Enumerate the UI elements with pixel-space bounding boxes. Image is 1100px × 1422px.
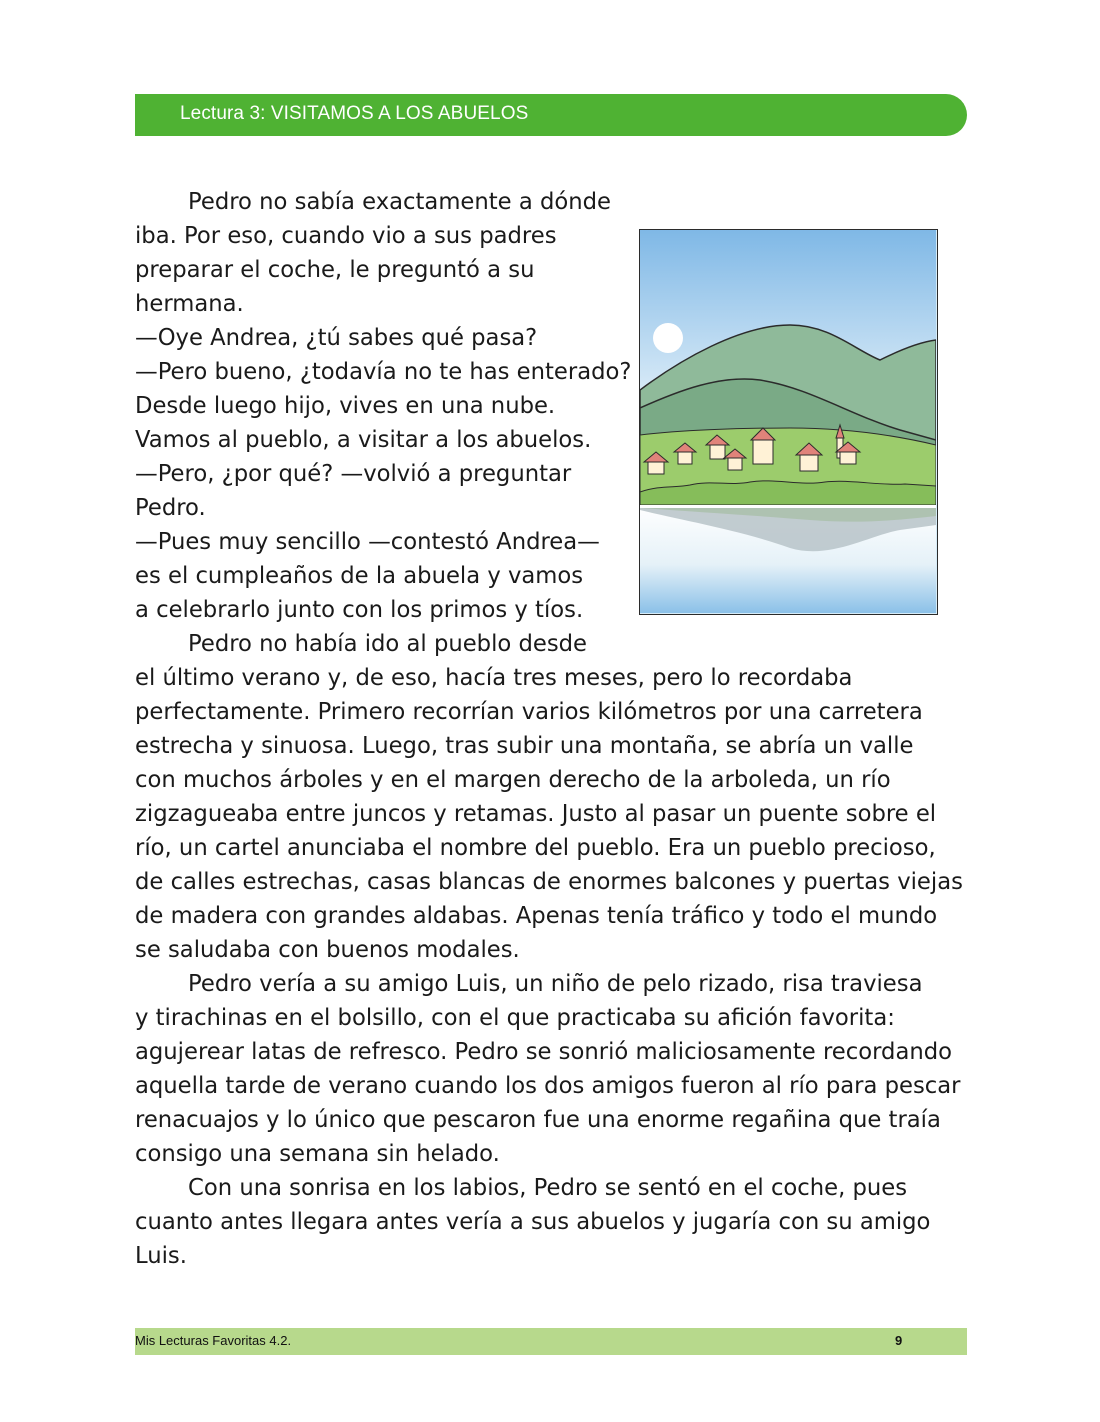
text-line: y tirachinas en el bolsillo, con el que practicaba su afición favorita: (135, 1005, 895, 1031)
text-line: renacuajos y lo único que pescaron fue una enorme regañina que traía (135, 1107, 941, 1133)
text-line: perfectamente. Primero recorrían varios kilómetros por una carretera (135, 699, 923, 725)
village-illustration (639, 229, 938, 615)
text-line: se saludaba con buenos modales. (135, 937, 520, 963)
text-line: —Pues muy sencillo —contestó Andrea— (135, 529, 600, 555)
text-line: estrecha y sinuosa. Luego, tras subir una montaña, se abría un valle (135, 733, 914, 759)
text-line: con muchos árboles y en el margen derecho de la arboleda, un río (135, 767, 891, 793)
page-number: 9 (895, 1333, 903, 1348)
text-line: Con una sonrisa en los labios, Pedro se sentó en el coche, pues (188, 1175, 908, 1201)
footer-bar (135, 1328, 967, 1355)
text-line: —Pero bueno, ¿todavía no te has enterado? (135, 359, 632, 385)
header-bar (135, 94, 967, 136)
text-line: río, un cartel anunciaba el nombre del pueblo. Era un pueblo precioso, (135, 835, 936, 861)
text-line: Pedro vería a su amigo Luis, un niño de pelo rizado, risa traviesa (188, 971, 923, 997)
text-line: Pedro. (135, 495, 206, 521)
text-line: Vamos al pueblo, a visitar a los abuelos. (135, 427, 592, 453)
text-line: hermana. (135, 291, 244, 317)
text-line: es el cumpleaños de la abuela y vamos (135, 563, 584, 589)
text-line: a celebrarlo junto con los primos y tíos. (135, 597, 584, 623)
text-line: de madera con grandes aldabas. Apenas tenía tráfico y todo el mundo (135, 903, 938, 929)
text-line: iba. Por eso, cuando vio a sus padres (135, 223, 557, 249)
text-line: cuanto antes llegara antes vería a sus abuelos y jugaría con su amigo (135, 1209, 931, 1235)
page-title: Lectura 3: VISITAMOS A LOS ABUELOS (180, 103, 529, 124)
text-line: —Oye Andrea, ¿tú sabes qué pasa? (135, 325, 538, 351)
text-line: zigzagueaba entre juncos y retamas. Justo al pasar un puente sobre el (135, 801, 937, 827)
text-line: agujerear latas de refresco. Pedro se sonrió maliciosamente recordando (135, 1039, 953, 1065)
text-line: preparar el coche, le preguntó a su (135, 257, 535, 283)
sun (653, 323, 683, 353)
text-line: Pedro no sabía exactamente a dónde (188, 189, 611, 215)
text-line: Pedro no había ido al pueblo desde (188, 631, 588, 657)
text-line: aquella tarde de verano cuando los dos amigos fueron al río para pescar (135, 1073, 961, 1099)
book-title: Mis Lecturas Favoritas 4.2. (135, 1333, 292, 1348)
text-line: Desde luego hijo, vives en una nube. (135, 393, 556, 419)
text-line: Luis. (135, 1243, 187, 1269)
text-line: —Pero, ¿por qué? —volvió a preguntar (135, 461, 572, 487)
text-line: de calles estrechas, casas blancas de enormes balcones y puertas viejas (135, 869, 963, 895)
text-line: el último verano y, de eso, hacía tres meses, pero lo recordaba (135, 665, 853, 691)
text-line: consigo una semana sin helado. (135, 1141, 500, 1167)
